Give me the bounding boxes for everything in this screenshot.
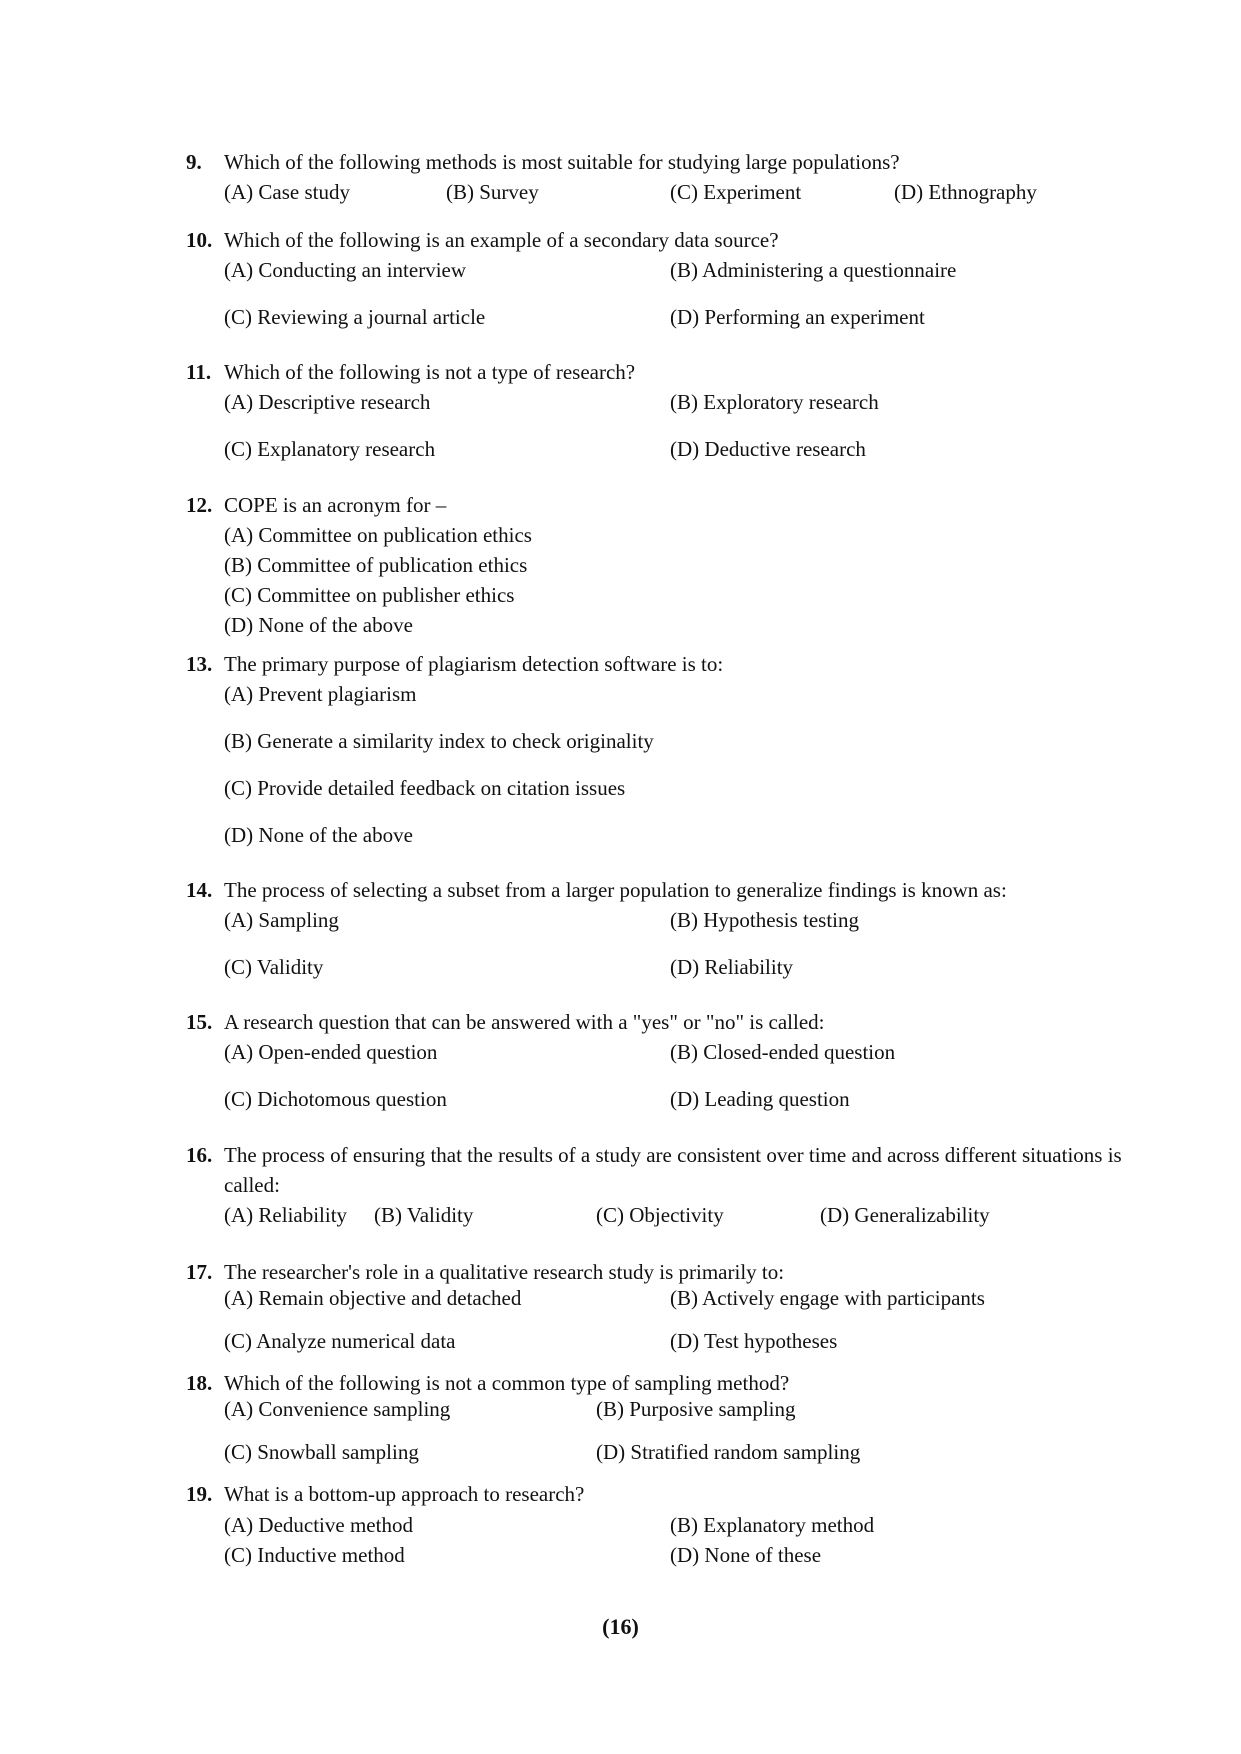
option-b: (B) Exploratory research: [670, 390, 879, 414]
option-c: (C) Explanatory research: [224, 437, 436, 461]
option-a: (A) Sampling: [224, 908, 339, 932]
question-11: [186, 357, 1126, 461]
question-13: [186, 649, 1126, 847]
option-d: (D) Test hypotheses: [670, 1329, 838, 1353]
option-a: (A) Conducting an interview: [224, 258, 467, 282]
option-b: (B) Validity: [374, 1203, 474, 1227]
option-c: (C) Inductive method: [224, 1543, 405, 1567]
option-b: (B) Survey: [446, 180, 539, 204]
option-c: (C) Objectivity: [596, 1203, 724, 1227]
question-text: The process of ensuring that the results of a study are consistent over time and across different situations is called:: [224, 1143, 1122, 1197]
question-number: 11.: [186, 360, 212, 384]
option-d: (D) Ethnography: [894, 180, 1037, 204]
question-number: 12.: [186, 493, 213, 517]
question-text: COPE is an acronym for –: [224, 493, 447, 517]
option-d: (D) Performing an experiment: [670, 305, 925, 329]
option-b: (B) Committee of publication ethics: [224, 553, 528, 577]
option-a: (A) Remain objective and detached: [224, 1286, 522, 1310]
question-9: [186, 147, 1126, 204]
option-c: (C) Experiment: [670, 180, 802, 204]
option-a: (A) Open-ended question: [224, 1040, 438, 1064]
question-text: The researcher's role in a qualitative research study is primarily to:: [224, 1260, 785, 1284]
option-a: (A) Deductive method: [224, 1513, 413, 1537]
question-number: 16.: [186, 1143, 213, 1167]
option-c: (C) Provide detailed feedback on citation issues: [224, 776, 626, 800]
question-text: Which of the following is an example of a secondary data source?: [224, 228, 779, 252]
question-14: [186, 875, 1126, 979]
option-b: (B) Explanatory method: [670, 1513, 875, 1537]
option-c: (C) Dichotomous question: [224, 1087, 447, 1111]
option-d: (D) Reliability: [670, 955, 794, 979]
option-b: (B) Purposive sampling: [596, 1397, 796, 1421]
question-number: 10.: [186, 228, 213, 252]
option-d: (D) Deductive research: [670, 437, 866, 461]
option-c: (C) Snowball sampling: [224, 1440, 419, 1464]
page-number: (16): [602, 1614, 639, 1639]
option-d: (D) None of the above: [224, 823, 413, 847]
question-12: [186, 490, 1126, 637]
option-b: (B) Actively engage with participants: [670, 1286, 985, 1310]
question-number: 14.: [186, 878, 213, 902]
question-10: [186, 225, 1126, 329]
option-a: (A) Committee on publication ethics: [224, 523, 532, 547]
question-17: [186, 1257, 1126, 1353]
option-c: (C) Reviewing a journal article: [224, 305, 486, 329]
question-number: 13.: [186, 652, 213, 676]
option-d: (D) Generalizability: [820, 1203, 990, 1227]
option-d: (D) None of the above: [224, 613, 413, 637]
question-text: A research question that can be answered with a "yes" or "no" is called:: [224, 1010, 825, 1034]
option-b: (B) Hypothesis testing: [670, 908, 859, 932]
question-15: [186, 1007, 1126, 1111]
question-text: Which of the following is not a common type of sampling method?: [224, 1371, 790, 1395]
option-c: (C) Committee on publisher ethics: [224, 583, 515, 607]
question-text: The process of selecting a subset from a larger population to generalize findings is known as:: [224, 878, 1007, 902]
option-c: (C) Analyze numerical data: [224, 1329, 456, 1353]
question-text: The primary purpose of plagiarism detection software is to:: [224, 652, 724, 676]
option-b: (B) Generate a similarity index to check originality: [224, 729, 654, 753]
option-a: (A) Case study: [224, 180, 350, 204]
question-text: Which of the following is not a type of research?: [224, 360, 636, 384]
question-16: [186, 1140, 1126, 1227]
question-text: Which of the following methods is most suitable for studying large populations?: [224, 150, 900, 174]
question-number: 19.: [186, 1482, 213, 1506]
question-19: [186, 1479, 1126, 1567]
option-c: (C) Validity: [224, 955, 324, 979]
option-d: (D) Leading question: [670, 1087, 850, 1111]
option-a: (A) Prevent plagiarism: [224, 682, 417, 706]
option-d: (D) Stratified random sampling: [596, 1440, 861, 1464]
option-d: (D) None of these: [670, 1543, 822, 1567]
question-number: 9.: [186, 150, 202, 174]
option-b: (B) Administering a questionnaire: [670, 258, 957, 282]
question-text: What is a bottom-up approach to research?: [224, 1482, 585, 1506]
option-a: (A) Reliability: [224, 1203, 348, 1227]
option-a: (A) Convenience sampling: [224, 1397, 451, 1421]
question-number: 17.: [186, 1260, 213, 1284]
option-b: (B) Closed-ended question: [670, 1040, 896, 1064]
question-18: [186, 1368, 1126, 1464]
question-number: 15.: [186, 1010, 213, 1034]
question-number: 18.: [186, 1371, 213, 1395]
option-a: (A) Descriptive research: [224, 390, 431, 414]
